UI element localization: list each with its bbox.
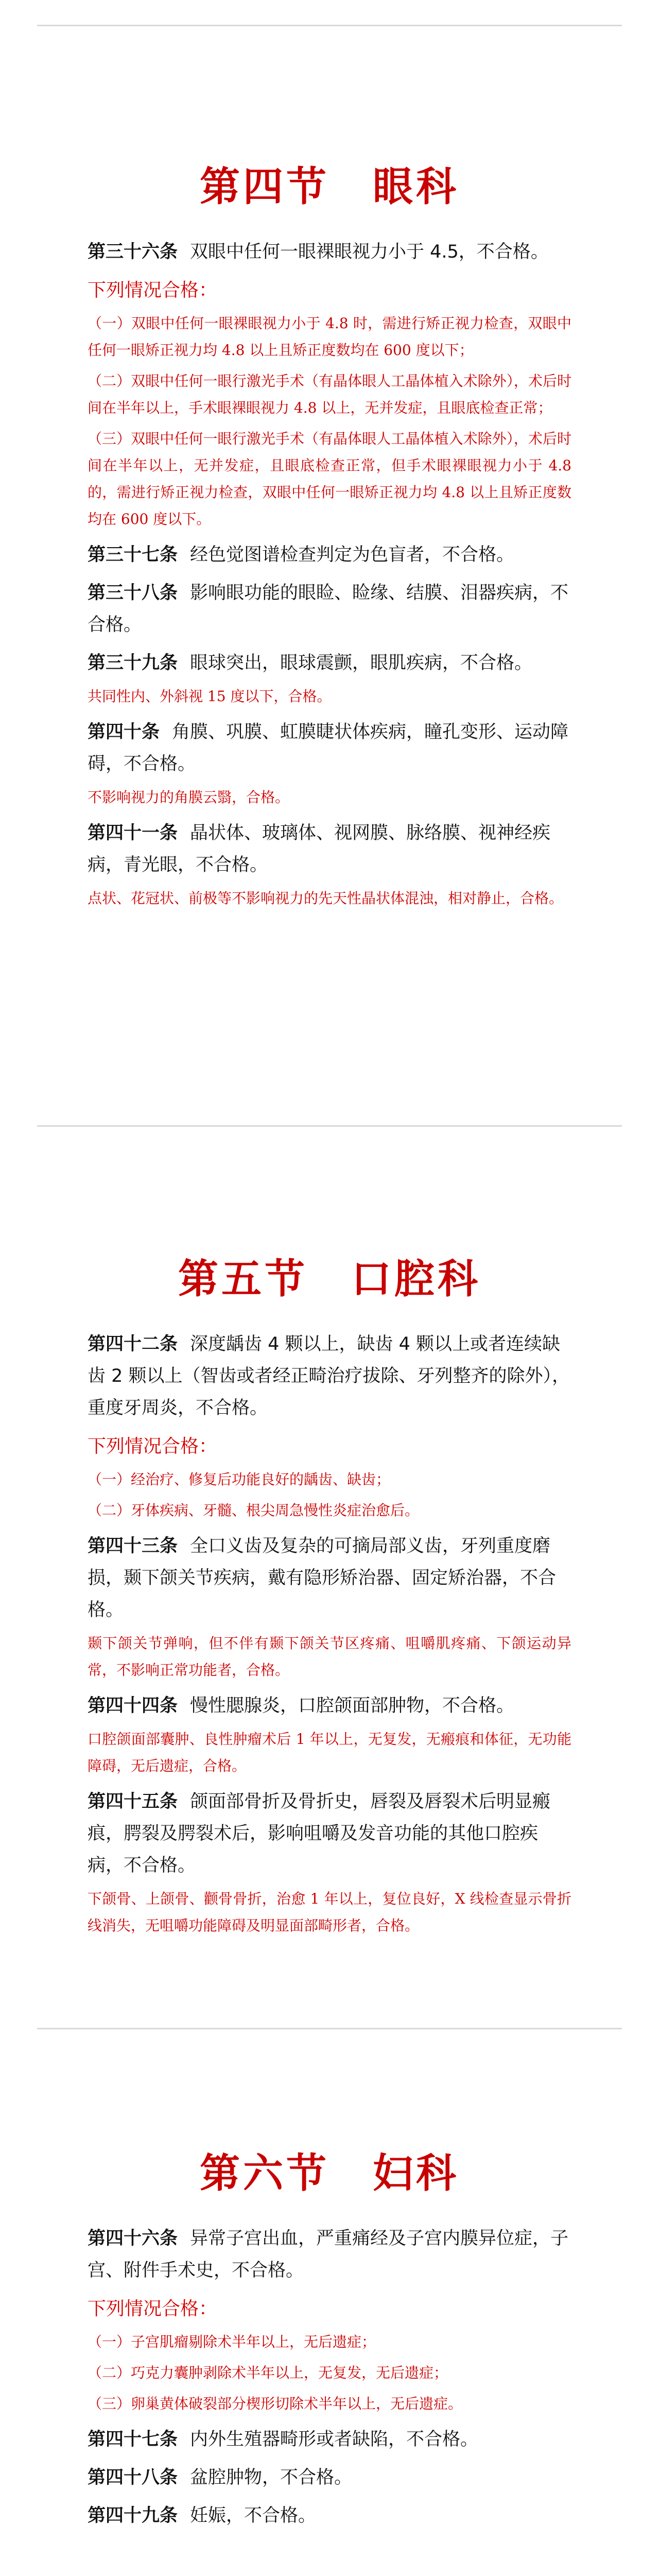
qualified-condition-note: （二）牙体疾病、牙髓、根尖周急慢性炎症治愈后。 (88, 1501, 420, 1519)
article (88, 1690, 571, 1722)
article-number: 第三十七条 (88, 544, 178, 565)
article-text: 全口义齿及复杂的可摘局部义齿，牙列重度磨损，颞下颌关节疾病，戴有隐形矫治器、固定矫治器，不合格。 (88, 1535, 557, 1620)
article (88, 539, 571, 571)
article-number: 第四十二条 (88, 1333, 178, 1354)
article-text: 异常子宫出血，严重痛经及子宫内膜异位症，子宫、附件手术史，不合格。 (88, 2228, 569, 2281)
article-text: 经色觉图谱检查判定为色盲者，不合格。 (190, 544, 515, 565)
qualified-condition-note: 点状、花冠状、前极等不影响视力的先天性晶状体混浊，相对静止，合格。 (88, 889, 564, 907)
qualified-conditions-heading: 下列情况合格： (88, 1435, 218, 1457)
qualified-condition-note: （三）双眼中任何一眼行激光手术（有晶体眼人工晶体植入术除外），术后时间在半年以上，无并发症，且眼底检查正常，但手术眼裸眼视力小于 4.8 的，需进行矫正视力检查，双眼中任何一眼矫正视力均 4.8 以上且矫正度数均在 600 度以下。 (88, 430, 571, 528)
section-gynecology (88, 2151, 571, 2532)
qualified-condition-note: （一）双眼中任何一眼裸眼视力小于 4.8 时，需进行矫正视力检查，双眼中任何一眼矫正视力均 4.8 以上且矫正度数均在 600 度以下； (88, 314, 571, 359)
article (88, 2462, 571, 2494)
article (88, 817, 571, 881)
article-number: 第四十三条 (88, 1535, 178, 1556)
article-number: 第四十六条 (88, 2228, 178, 2249)
article-number: 第四十四条 (88, 1695, 178, 1716)
article-text: 颌面部骨折及骨折史，唇裂及唇裂术后明显瘢痕，腭裂及腭裂术后，影响咀嚼及发音功能的其他口腔疾病，不合格。 (88, 1791, 551, 1876)
qualified-condition-note: 下颌骨、上颌骨、颧骨骨折，治愈 1 年以上，复位良好，X 线检查显示骨折线消失，无咀嚼功能障碍及明显面部畸形者，合格。 (88, 1890, 571, 1934)
section-divider (37, 2028, 622, 2029)
article-number: 第四十七条 (88, 2429, 178, 2450)
article (88, 2223, 571, 2286)
article-number: 第四十八条 (88, 2467, 178, 2488)
qualified-condition-note: （一）经治疗、修复后功能良好的龋齿、缺齿； (88, 1470, 391, 1488)
article-text: 妊娠，不合格。 (190, 2505, 317, 2526)
section-title: 第五节 口腔科 (178, 1256, 481, 1302)
article-text: 盆腔肿物，不合格。 (190, 2467, 353, 2488)
qualified-conditions-heading: 下列情况合格： (88, 279, 218, 301)
qualified-condition-note: 颞下颌关节弹响，但不伴有颞下颌关节区疼痛、咀嚼肌疼痛、下颌运动异常，不影响正常功能者，合格。 (88, 1634, 571, 1679)
article (88, 1786, 571, 1882)
section-title: 第六节 妇科 (199, 2150, 459, 2197)
qualified-condition-note: （二）双眼中任何一眼行激光手术（有晶体眼人工晶体植入术除外），术后时间在半年以上，手术眼裸眼视力 4.8 以上，无并发症，且眼底检查正常； (88, 372, 571, 416)
article (88, 1328, 571, 1424)
article (88, 2500, 571, 2532)
article-number: 第四十九条 (88, 2505, 178, 2526)
article-number: 第四十条 (88, 721, 160, 742)
article-number: 第三十八条 (88, 582, 178, 603)
article (88, 236, 571, 268)
qualified-conditions-heading: 下列情况合格： (88, 2298, 218, 2319)
qualified-condition-note: （二）巧克力囊肿剥除术半年以上，无复发，无后遗症； (88, 2364, 448, 2381)
article-text: 深度龋齿 4 颗以上，缺齿 4 颗以上或者连续缺齿 2 颗以上（智齿或者经正畸治疗拔除、牙列整齐的除外），重度牙周炎，不合格。 (88, 1333, 570, 1418)
article-number: 第四十一条 (88, 822, 178, 843)
article-text: 眼球突出，眼球震颤，眼肌疾病，不合格。 (190, 652, 533, 673)
article-number: 第四十五条 (88, 1791, 178, 1812)
article (88, 716, 571, 780)
article (88, 2424, 571, 2455)
article-text: 慢性腮腺炎，口腔颌面部肿物，不合格。 (190, 1695, 515, 1716)
article-text: 内外生殖器畸形或者缺陷，不合格。 (190, 2429, 479, 2450)
section-stomatology (88, 1257, 571, 1939)
qualified-condition-note: 共同性内、外斜视 15 度以下，合格。 (88, 687, 332, 705)
article-text: 影响眼功能的眼睑、睑缘、结膜、泪器疾病，不合格。 (88, 582, 569, 635)
article (88, 647, 571, 679)
article (88, 1530, 571, 1626)
qualified-condition-note: 口腔颌面部囊肿、良性肿瘤术后 1 年以上，无复发，无瘢痕和体征，无功能障碍，无后遗症，合格。 (88, 1730, 571, 1774)
article-number: 第三十九条 (88, 652, 178, 673)
top-divider (37, 25, 622, 26)
qualified-condition-note: 不影响视力的角膜云翳，合格。 (88, 788, 290, 806)
qualified-condition-note: （三）卵巢黄体破裂部分楔形切除术半年以上，无后遗症。 (88, 2395, 463, 2412)
section-title: 第四节 眼科 (199, 163, 459, 210)
section-ophthalmology (88, 165, 571, 912)
article (88, 577, 571, 641)
section-divider (37, 1125, 622, 1127)
article-text: 双眼中任何一眼裸眼视力小于 4.5，不合格。 (190, 241, 549, 262)
article-number: 第三十六条 (88, 241, 178, 262)
article-text: 晶状体、玻璃体、视网膜、脉络膜、视神经疾病，青光眼，不合格。 (88, 822, 551, 875)
qualified-condition-note: （一）子宫肌瘤剔除术半年以上，无后遗症； (88, 2333, 376, 2350)
article-text: 角膜、巩膜、虹膜睫状体疾病，瞳孔变形、运动障碍，不合格。 (88, 721, 569, 774)
